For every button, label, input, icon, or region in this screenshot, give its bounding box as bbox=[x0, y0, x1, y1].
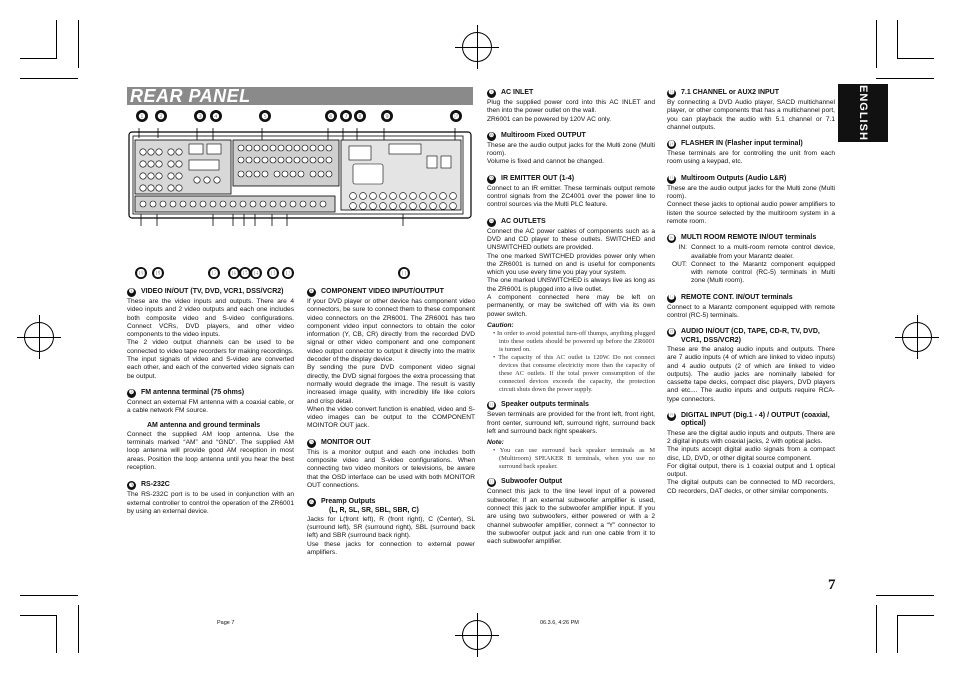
section-marker: ⓬ bbox=[488, 479, 495, 486]
section-title: DIGITAL INPUT (Dig.1 - 4) / OUTPUT (coaxial, optical) bbox=[681, 412, 830, 428]
term-value: Connect to a multi-room remote control device, available from your Marantz dealer. bbox=[691, 244, 835, 260]
term-key: IN: bbox=[678, 244, 687, 252]
section-marker: ❸ bbox=[128, 482, 135, 489]
crop-mark bbox=[876, 605, 877, 653]
paragraph: Connect to an IR emitter. These terminals output remote control signals from the ZC4001 over the power line to control sources via the Multi PLC feature. bbox=[487, 184, 655, 209]
paragraph: The 2 video output channels can be used to be connected to video tape recorders for making recordings. bbox=[127, 339, 294, 355]
paragraph: Connect to a Marantz component equipped with remote control (RC-5) terminals. bbox=[667, 303, 835, 320]
section-heading bbox=[127, 389, 294, 398]
section-marker: ❺ bbox=[308, 440, 315, 447]
section-marker: ⓰ bbox=[668, 235, 675, 242]
column-3 bbox=[487, 84, 655, 547]
section-heading bbox=[667, 234, 835, 243]
crop-mark bbox=[20, 595, 78, 596]
term-key: OUT: bbox=[671, 260, 687, 268]
crop-mark bbox=[897, 615, 898, 653]
section-marker: ⓮ bbox=[668, 141, 675, 148]
paragraph: Seven terminals are provided for the front left, front right, front center, surround left, surround right, surround back left and surround back right speakers. bbox=[487, 411, 655, 435]
crop-mark bbox=[56, 20, 57, 58]
section-heading bbox=[487, 175, 655, 184]
section-title: AC OUTLETS bbox=[501, 217, 546, 225]
paragraph: Jacks for L(front left), R (front right), C (Center), SL (surround left), SR (surround right), SBL (surround back left) and SBR (surround back right). bbox=[307, 515, 475, 540]
caution-bullet: • The capacity of this AC outlet is 120W. Do not connect devices that consume electricity more than the capacity of these AC outlets. If the total power consumption of the connected devices exceeds the capacity, the protection circuit shuts down the power supply. bbox=[493, 354, 655, 394]
crop-mark bbox=[56, 615, 57, 653]
section-title: AC INLET bbox=[501, 89, 534, 96]
registration-mark-left bbox=[24, 322, 54, 352]
paragraph: By connecting a DVD Audio player, SACD multichannel player, or other components that has a multichannel port, you can playback the audio with 5.1 channel or 7.1 channel outputs. bbox=[667, 99, 835, 131]
section-heading bbox=[667, 328, 835, 345]
section-title: AUDIO IN/OUT (CD, TAPE, CD-R, TV, DVD, VCR1, DSS/VCR2) bbox=[681, 328, 820, 344]
section-marker: ⓭ bbox=[668, 90, 675, 97]
crop-mark bbox=[78, 20, 79, 68]
paragraph: The digital outputs can be connected to MD recorders, CD recorders, DAT decks, or other similar components. bbox=[667, 479, 835, 495]
marker-9: ❾ bbox=[381, 110, 393, 122]
term-value: Connect to the Marantz component equipped with remote control (RC-5) terminals in Multi zone (Multi room). bbox=[691, 260, 835, 285]
paragraph: These are the audio output jacks for the Multi zone (Multi room). bbox=[667, 184, 835, 201]
section-title: Multiroom Fixed OUTPUT bbox=[501, 131, 586, 139]
section-title-line-1: Preamp Outputs bbox=[321, 498, 376, 506]
section-marker: ❼ bbox=[488, 90, 495, 97]
term-in bbox=[667, 244, 835, 261]
paragraph: Volume is fixed and cannot be changed. bbox=[487, 158, 604, 166]
paragraph: If your DVD player or other device has component video connectors, be sure to connect them to these component video connectors on the ZR6001. The ZR6001 has two component video input connectors to obtain the color information (Y, CB, CR) directly from the recorded DVD signal or other video component and one component video output connector to output it directly into the matrix decoder of the display device. bbox=[307, 298, 475, 364]
section-title: COMPONENT VIDEO INPUT/OUTPUT bbox=[321, 288, 444, 295]
marker-2: ❷ bbox=[155, 110, 167, 122]
section-title: FLASHER IN (Flasher input terminal) bbox=[681, 140, 803, 148]
section-heading bbox=[487, 401, 655, 410]
paragraph: Plug the supplied power cord into this AC INLET and then into the power outlet on the wall. bbox=[487, 99, 655, 115]
section-marker: ⓫ bbox=[488, 402, 495, 409]
crop-mark bbox=[20, 78, 78, 79]
registration-mark-bottom bbox=[462, 620, 492, 650]
column-2 bbox=[307, 283, 475, 557]
paragraph: Connect these jacks to optional audio power amplifiers to listen the source selected by the multiroom system in a remote room. bbox=[667, 201, 835, 225]
sub-heading: AM antenna and ground terminals bbox=[147, 421, 261, 429]
section-heading bbox=[667, 294, 835, 303]
column-1 bbox=[127, 283, 294, 516]
paragraph: The RS-232C port is to be used in conjunction with an external controller to control the operation of the ZR6001 by using an external device. bbox=[127, 491, 294, 515]
term-out bbox=[667, 261, 835, 286]
crop-mark bbox=[78, 605, 79, 653]
section-heading bbox=[667, 412, 835, 429]
paragraph: The one marked SWITCHED provides power only when the ZR6001 is turned on and is useful for components which you use every time you play your system. bbox=[487, 252, 655, 277]
paragraph: Connect the supplied AM loop antenna. Use the terminals marked “AM” and “GND”. The supplied AM loop antenna will provide good AM reception in most areas. Position the loop antenna until you hear the best reception. bbox=[127, 430, 294, 472]
section-title bbox=[321, 498, 419, 515]
crop-mark bbox=[20, 615, 57, 616]
caution-bullet: • In order to avoid potential turn-off thumps, anything plugged into these outlets should be powered up before the ZR6001 is turned on. bbox=[493, 330, 655, 354]
paragraph: This is a monitor output and each one includes both composite video and S-video configurations. When connecting two video monitors or televisions, be aware that the OSD interface can be used with both MONITOR OUT connections. bbox=[307, 448, 475, 489]
section-marker: ❿ bbox=[488, 219, 495, 226]
marker-14: ⓮ bbox=[252, 268, 260, 278]
section-marker: ❽ bbox=[488, 133, 495, 140]
marker-11: ⓫ bbox=[400, 268, 408, 278]
section-title-line-2: (L, R, SL, SR, SBL, SBR, C) bbox=[329, 506, 419, 514]
crop-mark bbox=[876, 78, 934, 79]
marker-10: ❿ bbox=[450, 110, 462, 122]
page-number: 7 bbox=[828, 577, 836, 593]
section-title: Multiroom Outputs (Audio L&R) bbox=[681, 174, 787, 182]
section-heading bbox=[307, 439, 475, 448]
paragraph: These are the digital audio inputs and outputs. There are 2 digital inputs with coaxial jacks, 2 with optical jacks. bbox=[667, 429, 835, 445]
page-title: REAR PANEL bbox=[130, 86, 251, 106]
section-title: Speaker outputs terminals bbox=[501, 401, 589, 409]
paragraph: Connect this jack to the line level input of a powered subwoofer. If an external subwoofer amplifier is used, connect this jack to the subwoofer amplifier input. If you are using two subwoofers, either powered or with a 2 channel subwoofer amplifier, connect a “Y” connector to the subwoofer output jack and run one cable from it to each subwoofer amplifier. bbox=[487, 488, 655, 546]
crop-mark bbox=[876, 595, 934, 596]
crop-mark bbox=[897, 58, 934, 59]
section-title: REMOTE CONT. IN/OUT terminals bbox=[681, 293, 793, 301]
paragraph: For digital output, there is 1 coaxial output and 1 optical output. bbox=[667, 462, 835, 479]
marker-4: ❹ bbox=[210, 110, 222, 122]
paragraph: ZR6001 can be powered by 120V AC only. bbox=[487, 115, 612, 123]
section-title: VIDEO IN/OUT (TV, DVD, VCR1, DSS/VCR2) bbox=[141, 288, 284, 295]
marker-1: ❶ bbox=[136, 110, 148, 122]
section-marker: ⓱ bbox=[668, 295, 675, 302]
section-heading bbox=[307, 498, 475, 515]
rear-panel-illustration bbox=[127, 118, 473, 230]
section-marker: ❾ bbox=[488, 176, 495, 183]
section-marker: ⓲ bbox=[668, 329, 675, 336]
section-heading bbox=[487, 478, 655, 487]
paragraph: These are the audio output jacks for the Multi zone (Multi room). bbox=[487, 141, 655, 158]
section-heading bbox=[487, 218, 655, 227]
section-marker: ❻ bbox=[308, 499, 315, 506]
section-marker: ⓳ bbox=[668, 413, 675, 420]
section-heading bbox=[127, 481, 294, 490]
marker-7: ❼ bbox=[340, 110, 352, 122]
section-title: MULTI ROOM REMOTE IN/OUT terminals bbox=[681, 234, 817, 242]
marker-13: ⓭ bbox=[269, 268, 277, 278]
section-heading bbox=[487, 132, 655, 141]
section-title: FM antenna terminal (75 ohms) bbox=[141, 388, 245, 396]
section-marker: ❹ bbox=[308, 289, 315, 296]
section-heading bbox=[667, 89, 835, 98]
paragraph: The inputs accept digital audio signals from a compact disc, LD, DVD, or other digital source component. bbox=[667, 446, 835, 462]
paragraph: These are the video inputs and outputs. There are 4 video inputs and 2 video outputs and each one includes both composite video and S-video configurations. Connect VCRs, DVD players, and other video components to the video inputs. bbox=[127, 298, 294, 339]
note-bullet: • You can use surround back speaker terminals as M (Multiroom) SPEAKER B terminals, when you use no surround back speaker. bbox=[493, 447, 655, 471]
caution-label: Caution: bbox=[487, 321, 514, 329]
paragraph: A component connected here may be left on permanently, or may be switched off with via its own power switch. bbox=[487, 294, 655, 318]
section-heading bbox=[127, 288, 294, 297]
note-label: Note: bbox=[487, 439, 504, 447]
section-title: MONITOR OUT bbox=[321, 438, 371, 446]
paragraph: The one marked UNSWITCHED is always live as long as the ZR6001 is plugged into a live outlet. bbox=[487, 277, 655, 293]
marker-17: ⓱ bbox=[210, 268, 218, 278]
section-heading bbox=[667, 175, 835, 184]
registration-mark-top bbox=[462, 32, 492, 62]
crop-mark bbox=[897, 615, 934, 616]
marker-15: ⓯ bbox=[241, 268, 249, 278]
marker-12: ⓬ bbox=[284, 268, 292, 278]
paragraph: By sending the pure DVD component video signal directly, the DVD signal forgoes the extra processing that normally would degrade the image. The result is vastly increased image quality, with incredibly life like colors and crisp detail. bbox=[307, 364, 475, 405]
registration-mark-right bbox=[902, 322, 932, 352]
paragraph: Connect an external FM antenna with a coaxial cable, or a cable network FM source. bbox=[127, 398, 294, 415]
paragraph: Connect the AC power cables of components such as a DVD and CD player to these outlets. SWITCHED and UNSWITCHED outlets are provided. bbox=[487, 227, 655, 252]
section-marker: ❷ bbox=[128, 390, 135, 397]
paragraph: These terminals are for controlling the unit from each room using a keypad, etc. bbox=[667, 150, 835, 166]
section-title: 7.1 CHANNEL or AUX2 INPUT bbox=[681, 89, 780, 96]
crop-mark bbox=[876, 20, 877, 68]
section-title: RS-232C bbox=[141, 481, 170, 489]
marker-19: ⓳ bbox=[137, 268, 145, 278]
paragraph: The input signals of video and S-video are converted each other, and each of the converted video signals can be output. bbox=[127, 356, 294, 380]
paragraph: When the video convert function is enabled, video and S-video images can be output to the COMPONENT MOINTOR OUT jack. bbox=[307, 405, 475, 430]
paragraph: Use these jacks for connection to external power amplifiers. bbox=[307, 540, 475, 557]
column-4 bbox=[667, 84, 835, 496]
crop-mark bbox=[20, 58, 57, 59]
section-title: Subwoofer Output bbox=[501, 478, 563, 486]
section-heading bbox=[667, 140, 835, 149]
section-marker: ❶ bbox=[128, 289, 135, 296]
marker-5: ❺ bbox=[259, 110, 271, 122]
section-marker: ⓯ bbox=[668, 176, 675, 183]
paragraph: These are the analog audio inputs and outputs. There are 7 audio inputs (4 of which are linked to video inputs) and 4 audio outputs (2 of which are linked to video outputs). The audio jacks are nominally labeled for cassette tape decks, compact disc players, DVD players and etc.... The audio inputs and outputs require RCA-type connectors. bbox=[667, 345, 835, 403]
section-heading bbox=[487, 89, 655, 98]
section-title: IR EMITTER OUT (1-4) bbox=[501, 174, 575, 182]
footer-page-label: Page 7 bbox=[217, 620, 235, 626]
marker-8: ❽ bbox=[354, 110, 366, 122]
marker-18: ⓲ bbox=[154, 268, 162, 278]
marker-16: ⓰ bbox=[230, 268, 238, 278]
language-tab-label: ENGLISH bbox=[857, 85, 869, 141]
marker-6: ❻ bbox=[325, 110, 337, 122]
footer-timestamp: 06.3.6, 4:26 PM bbox=[540, 620, 579, 626]
crop-mark bbox=[897, 20, 898, 58]
section-heading bbox=[307, 288, 475, 297]
marker-3: ❸ bbox=[194, 110, 206, 122]
